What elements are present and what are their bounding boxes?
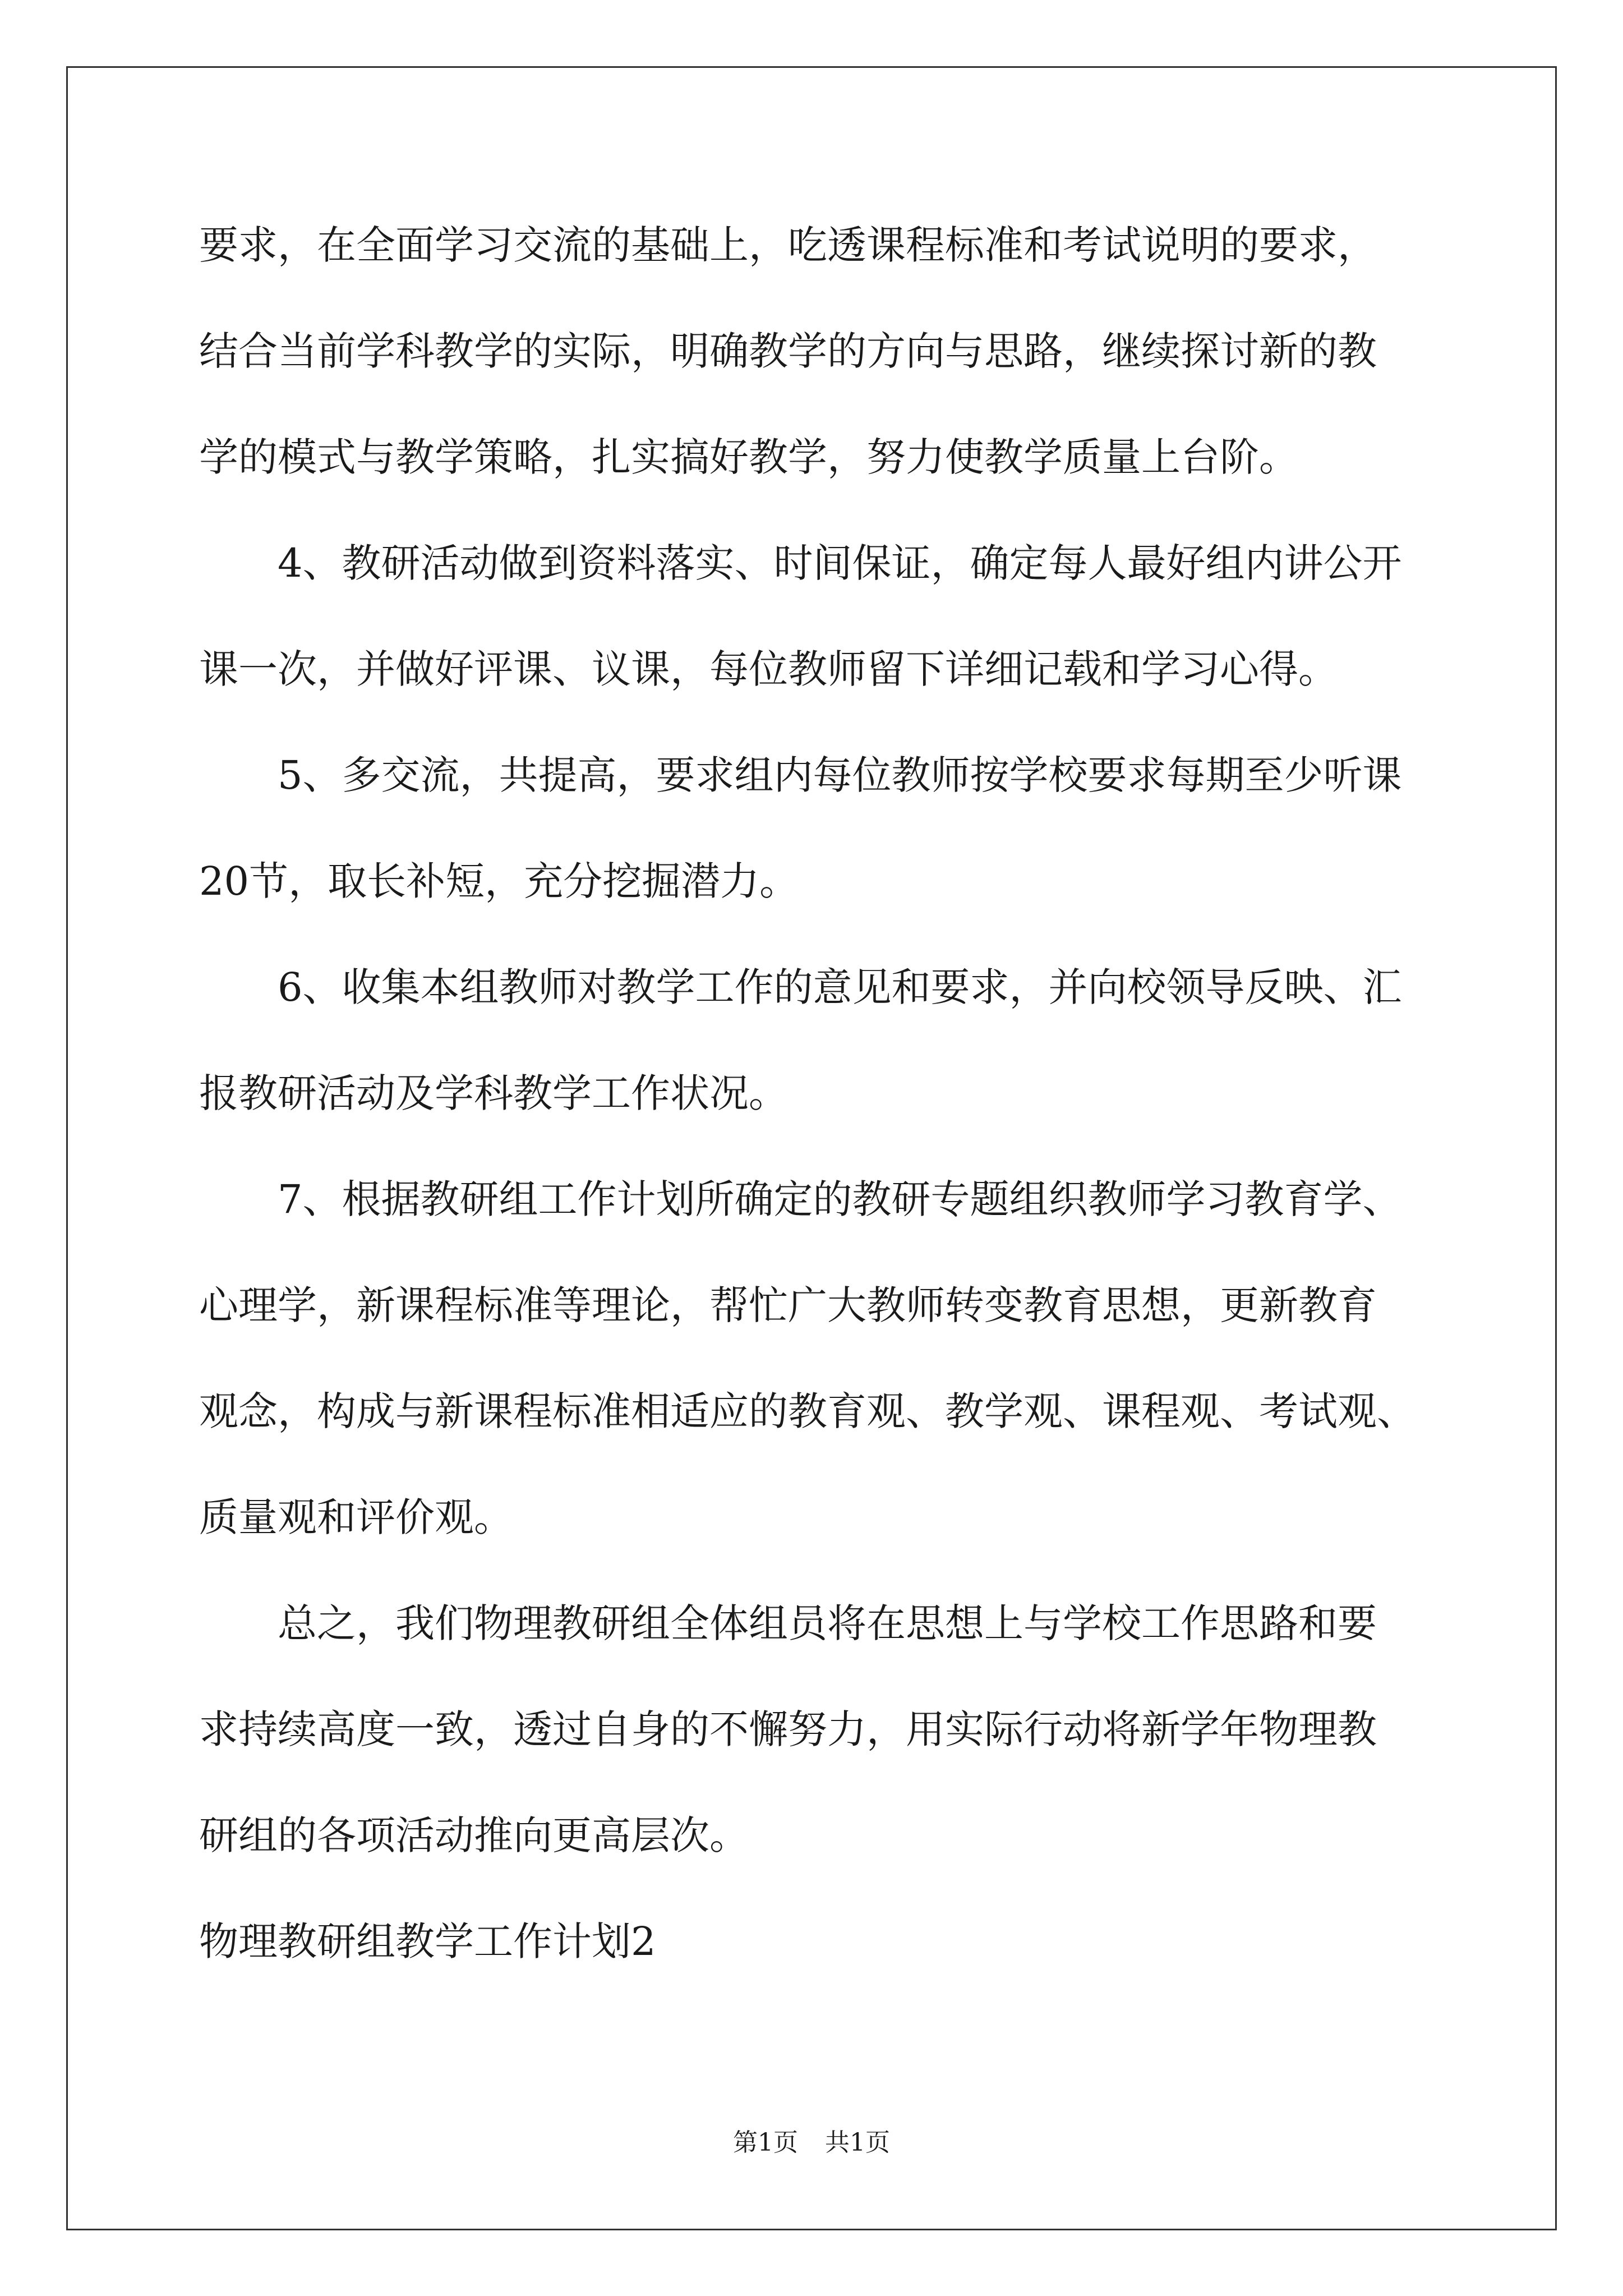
text-line-8: 6、收集本组教师对教学工作的意见和要求，并向校领导反映、汇: [278, 964, 1402, 1010]
text-line-10: 7、根据教研组工作计划所确定的教研专题组织教师学习教育学、: [278, 1176, 1402, 1222]
text-line-7: 20节，取长补短，充分挖掘潜力。: [199, 858, 799, 904]
text-line-13: 质量观和评价观。: [199, 1494, 513, 1540]
page-total: 共1页: [825, 2128, 890, 2157]
text-line-1: 要求，在全面学习交流的基础上，吃透课程标准和考试说明的要求，: [199, 222, 1377, 268]
text-line-4: 4、教研活动做到资料落实、时间保证，确定每人最好组内讲公开: [278, 540, 1402, 586]
text-line-14: 总之，我们物理教研组全体组员将在思想上与学校工作思路和要: [278, 1600, 1377, 1646]
text-line-15: 求持续高度一致，透过自身的不懈努力，用实际行动将新学年物理教: [199, 1706, 1377, 1752]
text-line-6: 5、多交流，共提高，要求组内每位教师按学校要求每期至少听课: [278, 752, 1402, 798]
text-line-2: 结合当前学科教学的实际，明确教学的方向与思路，继续探讨新的教: [199, 328, 1377, 374]
text-line-16: 研组的各项活动推向更高层次。: [199, 1812, 749, 1858]
page-footer: [0, 2126, 1623, 2160]
text-line-3: 学的模式与教学策略，扎实搞好教学，努力使教学质量上台阶。: [199, 434, 1298, 480]
text-line-11: 心理学，新课程标准等理论，帮忙广大教师转变教育思想，更新教育: [199, 1282, 1377, 1328]
document-body: [199, 216, 1467, 2018]
page-number: 第1页: [733, 2128, 798, 2157]
section-heading: 物理教研组教学工作计划2: [199, 1918, 656, 1964]
text-line-9: 报教研活动及学科教学工作状况。: [199, 1070, 788, 1116]
text-line-5: 课一次，并做好评课、议课，每位教师留下详细记载和学习心得。: [199, 646, 1338, 692]
text-line-12: 观念，构成与新课程标准相适应的教育观、教学观、课程观、考试观、: [199, 1388, 1416, 1434]
